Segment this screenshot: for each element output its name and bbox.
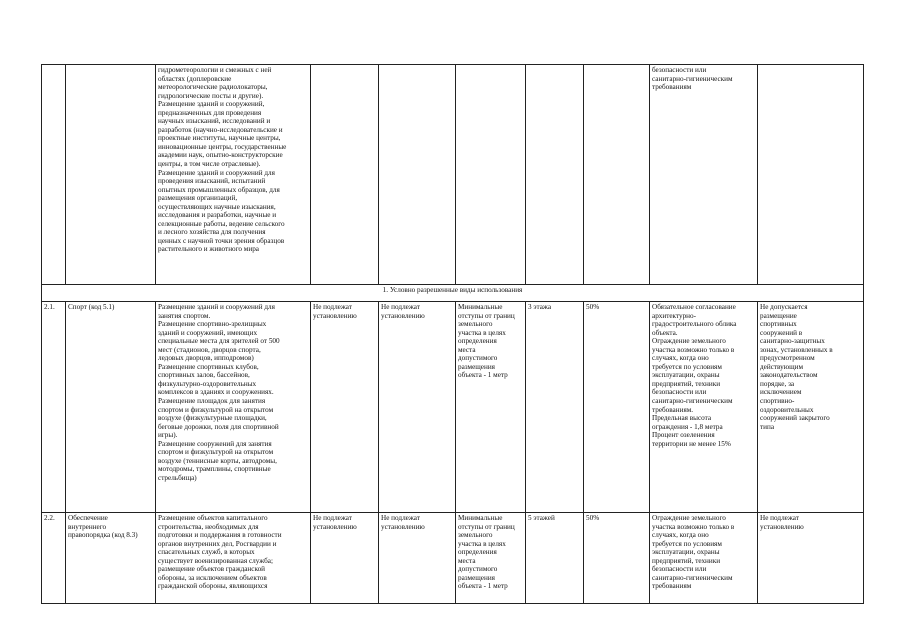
min-area-value: Не подлежат установлению	[313, 303, 357, 320]
use-description: Размещение объектов капитального строительства, необходимых для подготовки и поддержания в готовности органов внутренних дел, Росгвардии и спасательных служб, в которых существует военизированная служба; размещение объектов гражданской обороны, за исключением объектов гражданской обороны, являющихся	[158, 514, 282, 591]
cell-floors	[526, 302, 584, 513]
floors-value: 3 этажа	[528, 303, 552, 311]
cell-name	[66, 302, 156, 513]
cell-floors	[526, 513, 584, 604]
cell-coverage	[584, 513, 650, 604]
cell-min-area	[311, 65, 379, 285]
cell-setback	[456, 65, 526, 285]
floors-value: 5 этажей	[528, 514, 555, 522]
max-area-value: Не подлежат установлению	[381, 514, 425, 531]
cell-coverage	[584, 302, 650, 513]
cell-setback	[456, 513, 526, 604]
use-type-name: Обеспечение внутреннего правопорядка (код 8.3)	[68, 514, 138, 540]
cell-floors	[526, 65, 584, 285]
cell-name	[66, 65, 156, 285]
restrictions-text: безопасности или санитарно-гигиеническим требованиям	[652, 66, 733, 92]
table-row-continuation	[42, 65, 864, 285]
cell-num	[42, 513, 66, 604]
cell-notes	[758, 513, 864, 604]
cell-min-area	[311, 302, 379, 513]
cell-activity-description	[156, 65, 311, 285]
notes-text: Не допускается размещение спортивных сооружений в санитарно-защитных зонах, установленных в предусмотренном действующим законодательством порядке, за исключением спортивно- оздоровительных сооружений закрытого типа	[760, 303, 833, 431]
row-number: 2.1.	[44, 303, 55, 311]
zoning-regulations-table	[41, 64, 864, 604]
coverage-value: 50%	[586, 514, 600, 522]
section-header: 1. Условно разрешенные виды использования	[42, 285, 864, 302]
max-area-value: Не подлежат установлению	[381, 303, 425, 320]
setback-value: Минимальные отступы от границ земельного участка в целях определения места допустимого размещения объекта - 1 метр	[458, 514, 515, 591]
cell-max-area	[379, 302, 456, 513]
use-description: Размещение зданий и сооружений для занятия спортом. Размещение спортивно-зрелищных зданий и сооружений, имеющих специальные места для зрителей от 500 мест (стадионов, дворцов спорта, ледовых дворцов, ипподромов) Размещение спортивных клубов, спортивных залов, бассейнов, физкультурно-оздоровительных комплексов в зданиях и сооружениях. Размещение площадок для занятия спортом и физкультурой на открытом воздухе (физкультурные площадки, беговые дорожки, поля для спортивной игры). Размещение сооружений для занятия спортом и физкультурой на открытом воздухе (теннисные корты, автодромы, мотодромы, трамплины, спортивные стрельбища)	[158, 303, 280, 482]
cell-max-area	[379, 65, 456, 285]
notes-text: Не подлежат установлению	[760, 514, 804, 531]
cell-coverage	[584, 65, 650, 285]
cell-name	[66, 513, 156, 604]
setback-value: Минимальные отступы от границ земельного участка в целях определения места допустимого размещения объекта - 1 метр	[458, 303, 515, 380]
restrictions-text: Ограждение земельного участка возможно только в случаях, когда оно требуется по условиям эксплуатации, охраны предприятий, техники безопасности или санитарно-гигиеническим требованиям	[652, 514, 735, 591]
cell-description	[156, 302, 311, 513]
cell-restrictions	[650, 65, 758, 285]
table-row	[42, 302, 864, 513]
cell-num	[42, 65, 66, 285]
coverage-value: 50%	[586, 303, 600, 311]
activity-description-text: гидрометеорологии и смежных с ней областях (доплеровские метеорологические радиолокаторы, гидрологические посты и другие). Размещение зданий и сооружений, предназначенных для проведения научных изысканий, исследований и разработок (научно-исследовательские и проектные институты, научные центры, инновационные центры, государственные академии наук, опытно-конструкторские центры, в том числе отраслевые). Размещение зданий и сооружений для проведения изысканий, испытаний опытных промышленных образцов, для размещения организаций, осуществляющих научные изыскания, исследования и разработки, научные и селекционные работы, ведение сельского и лесного хозяйства для получения ценных с научной точки зрения образцов растительного и животного мира	[158, 66, 287, 254]
cell-max-area	[379, 513, 456, 604]
table-row	[42, 513, 864, 604]
restrictions-text: Обязательное согласование архитектурно- градостроительного облика объекта. Ограждение земельного участка возможно только в случаях, когда оно требуется по условиям эксплуатации, охраны предприятий, техники безопасности или санитарно-гигиеническим требованиям. Предельная высота ограждения - 1,8 метра Процент озеленения территории не менее 15%	[652, 303, 737, 448]
cell-setback	[456, 302, 526, 513]
use-type-name: Спорт (код 5.1)	[68, 303, 115, 311]
cell-min-area	[311, 513, 379, 604]
cell-notes	[758, 65, 864, 285]
cell-notes	[758, 302, 864, 513]
cell-restrictions	[650, 302, 758, 513]
cell-num	[42, 302, 66, 513]
min-area-value: Не подлежат установлению	[313, 514, 357, 531]
table-row-section-header	[42, 285, 864, 302]
cell-description	[156, 513, 311, 604]
row-number: 2.2.	[44, 514, 55, 522]
cell-restrictions	[650, 513, 758, 604]
